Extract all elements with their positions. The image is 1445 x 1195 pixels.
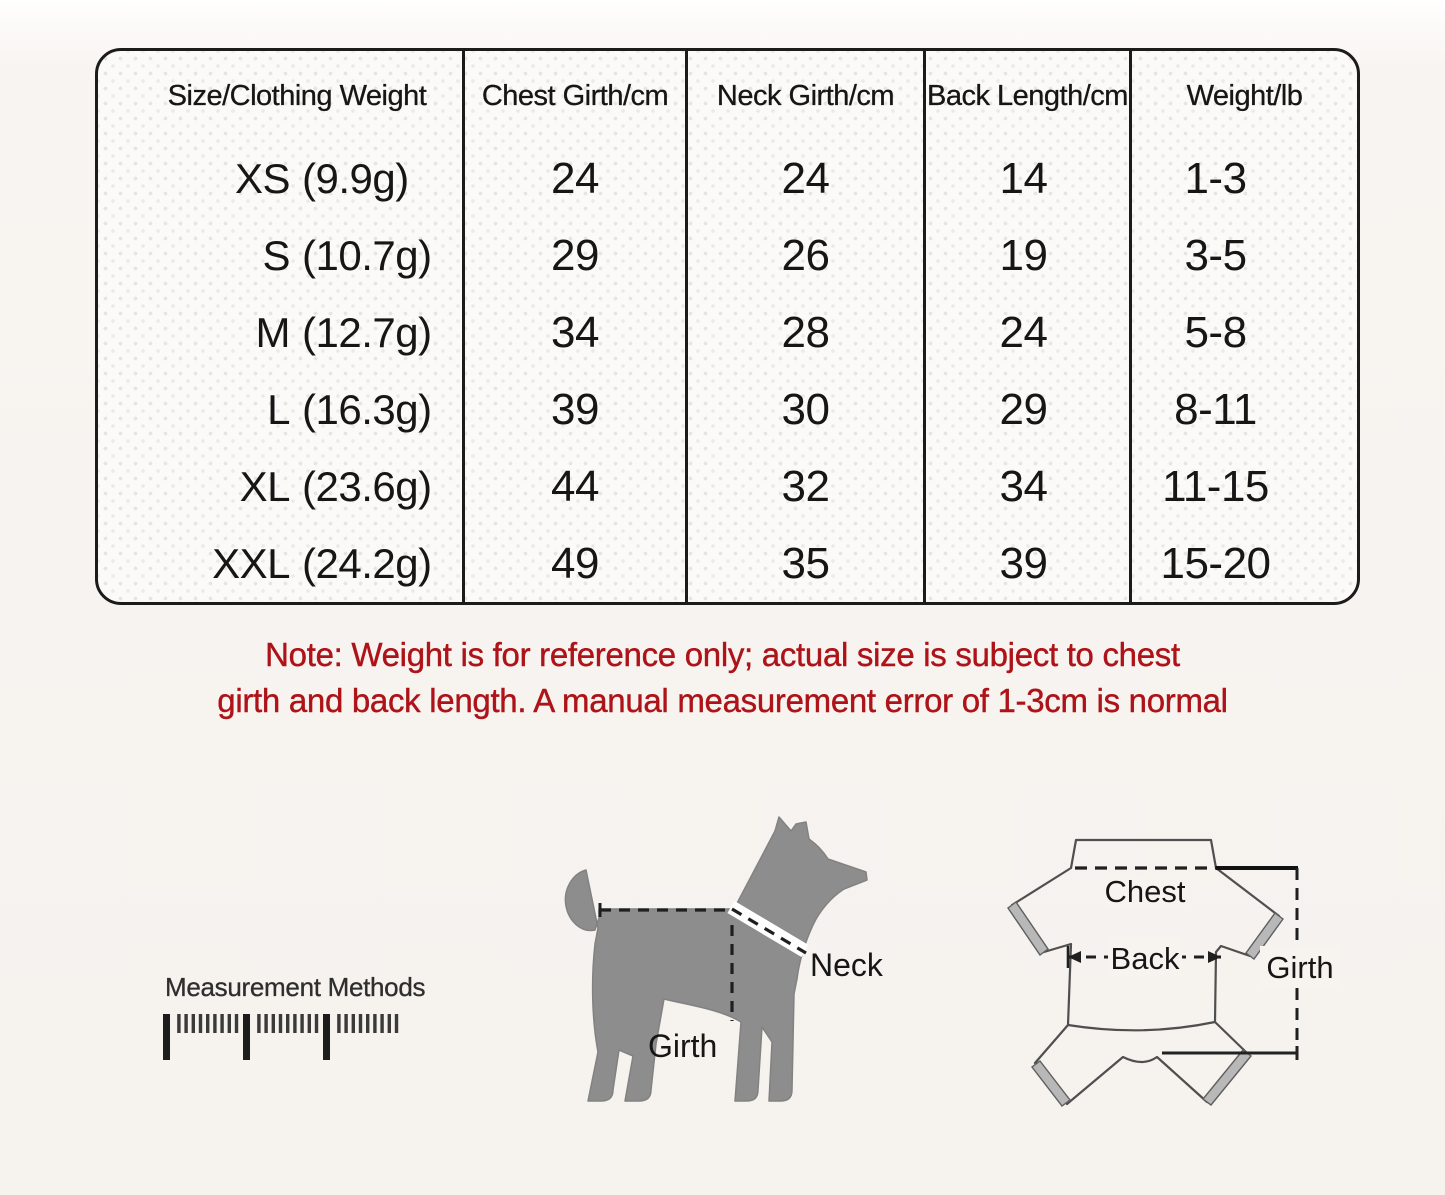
dog-girth-label: Girth [648, 1028, 718, 1064]
size-label: XS [234, 155, 290, 203]
back-length-cell: 29 [926, 372, 1132, 449]
neck-girth-cell: 35 [688, 525, 926, 602]
weight-cell: 8-11 [1174, 384, 1257, 434]
ruler-icon [163, 1014, 411, 1062]
neck-girth-cell: 28 [688, 295, 926, 372]
garment-back-label: Back [1110, 941, 1180, 976]
size-note-line1: Note: Weight is for reference only; actual size is subject to chest [265, 636, 1180, 673]
header-weight: Weight/lb [1186, 79, 1303, 112]
garment-measurement-diagram [998, 836, 1350, 1152]
weight-cell: 1-3 [1184, 154, 1247, 204]
weight-cell: 15-20 [1160, 538, 1271, 588]
dog-neck-label: Neck [810, 947, 883, 983]
clothing-weight: (12.7g) [302, 309, 432, 357]
size-label: XL [239, 462, 290, 510]
size-cell [98, 295, 465, 372]
header-size-clothing-weight: Size/Clothing Weight [98, 51, 465, 141]
header-back-length: Back Length/cm [926, 51, 1132, 141]
garment-girth-label: Girth [1266, 950, 1334, 985]
neck-girth-cell: 32 [688, 448, 926, 525]
weight-cell: 11-15 [1162, 461, 1269, 511]
back-length-cell: 39 [926, 525, 1132, 602]
weight-cell: 5-8 [1184, 308, 1247, 358]
size-cell [98, 372, 465, 449]
cuff-band-right-leg [1203, 1050, 1251, 1105]
header-neck-girth: Neck Girth/cm [688, 51, 926, 141]
chest-girth-cell: 34 [465, 295, 688, 372]
clothing-weight: (9.9g) [302, 155, 409, 203]
chest-girth-cell: 29 [465, 218, 688, 295]
clothing-weight: (10.7g) [302, 232, 432, 280]
back-length-cell: 14 [926, 141, 1132, 218]
clothing-weight: (16.3g) [302, 385, 432, 433]
size-label: M [255, 309, 290, 357]
chest-girth-cell: 44 [465, 448, 688, 525]
clothing-weight: (23.6g) [302, 462, 432, 510]
neck-girth-cell: 26 [688, 218, 926, 295]
size-note-line2: girth and back length. A manual measurement error of 1-3cm is normal [217, 682, 1228, 719]
clothing-weight: (24.2g) [302, 539, 432, 587]
garment-hem-line [1068, 1022, 1215, 1030]
size-cell [98, 141, 465, 218]
size-label: S [262, 232, 290, 280]
size-cell [98, 218, 465, 295]
measurement-methods-title: Measurement Methods [165, 972, 426, 1002]
neck-girth-cell: 30 [688, 372, 926, 449]
size-cell [98, 525, 465, 602]
chest-girth-cell: 49 [465, 525, 688, 602]
size-label: L [267, 385, 290, 433]
header-chest-girth: Chest Girth/cm [465, 51, 688, 141]
size-cell [98, 448, 465, 525]
garment-chest-label: Chest [1104, 874, 1186, 909]
size-table [95, 48, 1360, 605]
weight-cell: 3-5 [1184, 231, 1247, 281]
back-arrow-right [1208, 951, 1221, 963]
chest-girth-cell: 39 [465, 372, 688, 449]
size-note [0, 632, 1445, 724]
back-length-cell: 34 [926, 448, 1132, 525]
cuff-band-left-leg [1032, 1061, 1070, 1106]
back-length-cell: 24 [926, 295, 1132, 372]
size-label: XXL [212, 539, 290, 587]
neck-girth-cell: 24 [688, 141, 926, 218]
dog-measurement-diagram [562, 814, 907, 1114]
back-length-cell: 19 [926, 218, 1132, 295]
chest-girth-cell: 24 [465, 141, 688, 218]
cuff-band-left-sleeve [1008, 902, 1048, 955]
